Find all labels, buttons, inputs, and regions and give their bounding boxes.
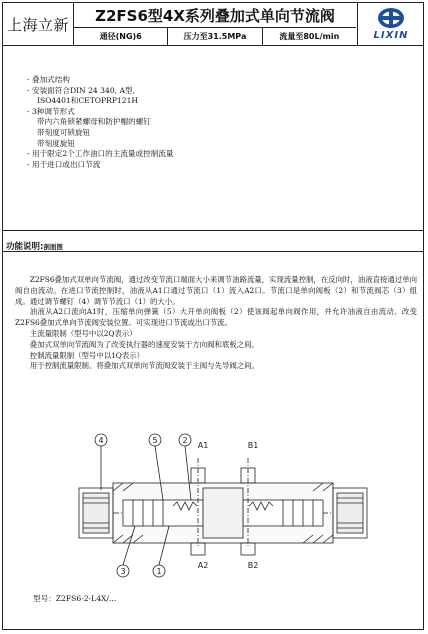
port-label: B1 <box>247 441 259 450</box>
spec-nominal-size: 通径(NG)6 <box>99 32 142 41</box>
feature-item: - 安装面符合DIN 24 340, A型, <box>27 85 135 95</box>
callout-label: 1 <box>156 567 162 576</box>
spec-row <box>74 28 356 45</box>
callout-label: 2 <box>182 436 188 445</box>
header <box>3 3 423 46</box>
description-paragraph: 用于控制流量限制。将叠加式双单向节流阀安装于主阀与先导阀之间。 <box>29 361 259 371</box>
feature-item: 带刻度可锁旋钮 <box>37 127 91 137</box>
page-title: Z2FS6型4X系列叠加式单向节流阀 <box>74 3 356 28</box>
port-label: A1 <box>197 441 209 450</box>
spec-flow: 流量至80L/min <box>262 28 356 45</box>
feature-item: - 3种调节形式 <box>27 106 75 116</box>
model-code: 型号：Z2FS6-2-L4X/... <box>33 594 117 603</box>
sectional-drawing <box>73 428 373 588</box>
feature-item: 带刻度旋钮 <box>37 138 75 148</box>
function-description <box>15 275 417 372</box>
description-paragraph: 控制流量限制（型号中以1Q表示） <box>29 350 145 360</box>
divider <box>3 251 423 252</box>
description-paragraph: 叠加式双单向节流阀为了改变执行器的速度安装于方向阀和底板之间。 <box>29 339 259 349</box>
description-paragraph: 油液从A2口流向A1时，压缩单向弹簧（5）大开单向阀板（2）使该阀起单向阀作用，并允许油液自由流动。改变Z2FS6叠加式单向节流阀安装位置。可实现进口节流或出口节流。 <box>15 307 417 328</box>
datasheet-page <box>2 2 424 630</box>
feature-item: - 用于限定2个工作油口的主流量或控制流量 <box>27 149 174 159</box>
feature-item: 带内六角锁紧螺母和防护帽的螺钉 <box>37 117 151 127</box>
spec-pressure: 压力至31.5MPa <box>167 28 261 45</box>
description-paragraph: 主流量限制（型号中以2Q表示） <box>29 328 137 338</box>
logo-text: LIXIN <box>373 30 409 41</box>
feature-item: ISO4401和CETOPRP121H <box>37 96 139 106</box>
section-title: 功能说明: <box>6 242 44 252</box>
divider <box>3 230 423 231</box>
logo-emblem-icon <box>376 7 406 29</box>
feature-item: - 叠加式结构 <box>27 75 70 84</box>
brand-name: 上海立新 <box>3 3 74 45</box>
description-paragraph: Z2FS6叠加式双单向节流阀，通过改变节流口端面大小来调节油路流量，实现流量控制，在反向时，油液直接通过单向阀自由流动。在进口节流控制时，油液从A1口通过节流口（1）流入A2口。节流口是单向阀板（2）和节流阀芯（3）组成。通过调节螺钉（4）调节节流口（1）的大小。 <box>15 275 417 306</box>
callout-label: 4 <box>98 436 104 445</box>
port-label: B2 <box>247 561 259 570</box>
callout-label: 5 <box>152 436 158 445</box>
feature-list <box>27 75 174 170</box>
section-subtitle: 剖面图 <box>43 243 63 251</box>
feature-item: - 用于进口或出口节流 <box>27 159 101 169</box>
company-logo <box>357 3 424 45</box>
port-label: A2 <box>197 561 209 570</box>
callout-label: 3 <box>120 567 126 576</box>
